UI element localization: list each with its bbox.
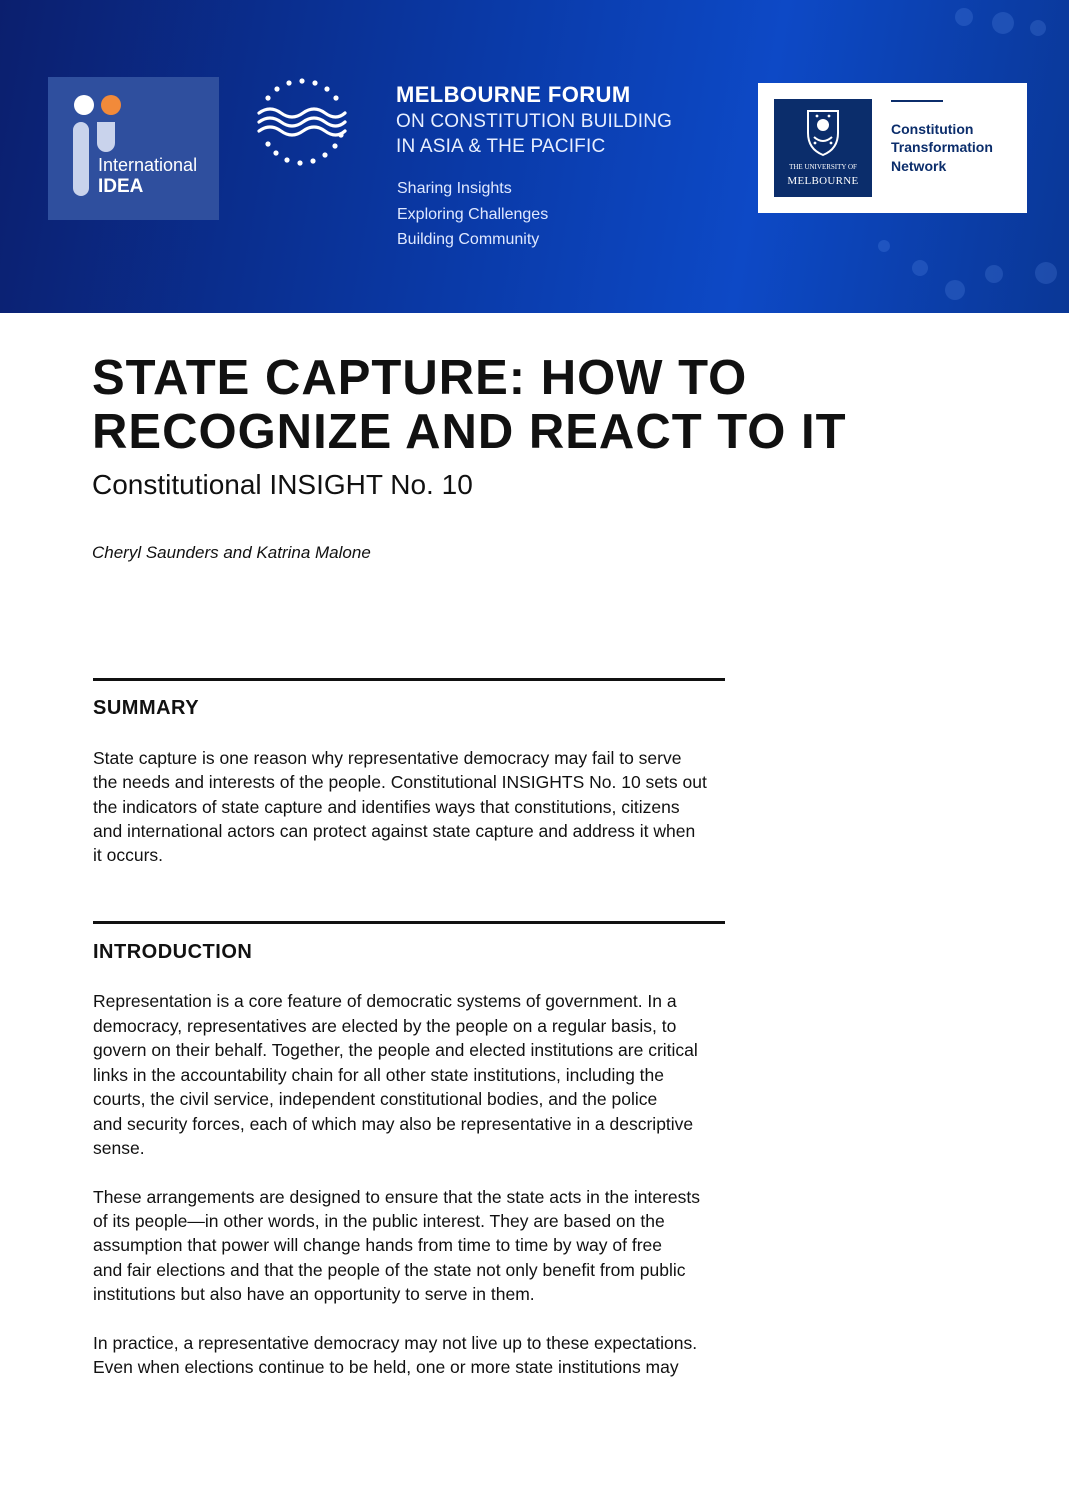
authors: Cheryl Saunders and Katrina Malone (92, 543, 371, 562)
decorative-dot (912, 260, 928, 276)
introduction-heading: INTRODUCTION (93, 941, 253, 963)
decorative-dot (945, 280, 965, 300)
introduction-line: and fair elections and that the people of the state not only benefit from public (93, 1260, 686, 1280)
forum-tagline: Building Community (397, 231, 540, 248)
idea-logo-line1: International (98, 155, 198, 175)
idea-circle-orange (101, 95, 121, 115)
divider (891, 100, 943, 102)
decorative-dot (1030, 20, 1046, 36)
idea-bar (97, 122, 115, 152)
university-small-text: THE UNIVERSITY OF (789, 163, 857, 171)
summary-line: and international actors can protect against state capture and address it when (93, 821, 696, 841)
summary-heading: SUMMARY (93, 697, 200, 719)
idea-circle-white (74, 95, 94, 115)
university-network-logo (758, 83, 1027, 213)
introduction-line: courts, the civil service, independent constitutional bodies, and the police (93, 1089, 658, 1109)
document-title-line: STATE CAPTURE: HOW TO (92, 351, 748, 405)
decorative-dot (955, 8, 973, 26)
forum-subtitle-line1: ON CONSTITUTION BUILDING (396, 111, 673, 132)
decorative-dot (878, 240, 890, 252)
summary-line: it occurs. (93, 845, 164, 865)
summary-line: State capture is one reason why representative democracy may fail to serve (93, 748, 682, 768)
section-divider (93, 678, 725, 681)
introduction-line: Representation is a core feature of democratic systems of government. In a (93, 991, 677, 1011)
forum-subtitle-line2: IN ASIA & THE PACIFIC (396, 136, 606, 157)
decorative-dot (992, 12, 1014, 34)
introduction-line: assumption that power will change hands from time to time by way of free (93, 1235, 663, 1255)
introduction-line: institutions but also have an opportunity to serve in them. (93, 1284, 535, 1304)
network-name-line: Transformation (891, 139, 993, 155)
melbourne-forum-logo-icon (255, 75, 349, 169)
document-subtitle: Constitutional INSIGHT No. 10 (92, 469, 473, 500)
decorative-dot (1035, 262, 1057, 284)
introduction-line: sense. (93, 1138, 145, 1158)
introduction-line: and security forces, each of which may also be representative in a descriptive (93, 1114, 694, 1134)
introduction-line: democracy, representatives are elected by the people on a regular basis, to (93, 1016, 677, 1036)
introduction-line: of its people—in other words, in the public interest. They are based on the (93, 1211, 665, 1231)
international-idea-logo (48, 77, 219, 220)
university-name: MELBOURNE (787, 175, 859, 187)
introduction-line: govern on their behalf. Together, the people and elected institutions are critical (93, 1040, 698, 1060)
section-divider (93, 921, 725, 924)
header-banner (0, 0, 1069, 313)
idea-logo-line2: IDEA (98, 176, 144, 197)
forum-tagline: Sharing Insights (397, 180, 512, 197)
forum-tagline: Exploring Challenges (397, 206, 549, 223)
network-name-line: Network (891, 158, 947, 174)
summary-line: the indicators of state capture and identifies ways that constitutions, citizens (93, 797, 680, 817)
university-crest (774, 99, 872, 197)
idea-bar (73, 122, 89, 196)
summary-line: the needs and interests of the people. Constitutional INSIGHTS No. 10 sets out (93, 772, 707, 792)
introduction-line: Even when elections continue to be held, one or more state institutions may (93, 1357, 679, 1377)
decorative-dot (985, 265, 1003, 283)
introduction-line: links in the accountability chain for all other state institutions, including the (93, 1065, 665, 1085)
forum-title: MELBOURNE FORUM (396, 82, 631, 107)
crest-shield-icon (774, 99, 872, 163)
introduction-line: In practice, a representative democracy may not live up to these expectations. (93, 1333, 698, 1353)
network-name-line: Constitution (891, 121, 974, 137)
document-title-line: RECOGNIZE AND REACT TO IT (92, 405, 847, 459)
introduction-line: These arrangements are designed to ensure that the state acts in the interests (93, 1187, 701, 1207)
